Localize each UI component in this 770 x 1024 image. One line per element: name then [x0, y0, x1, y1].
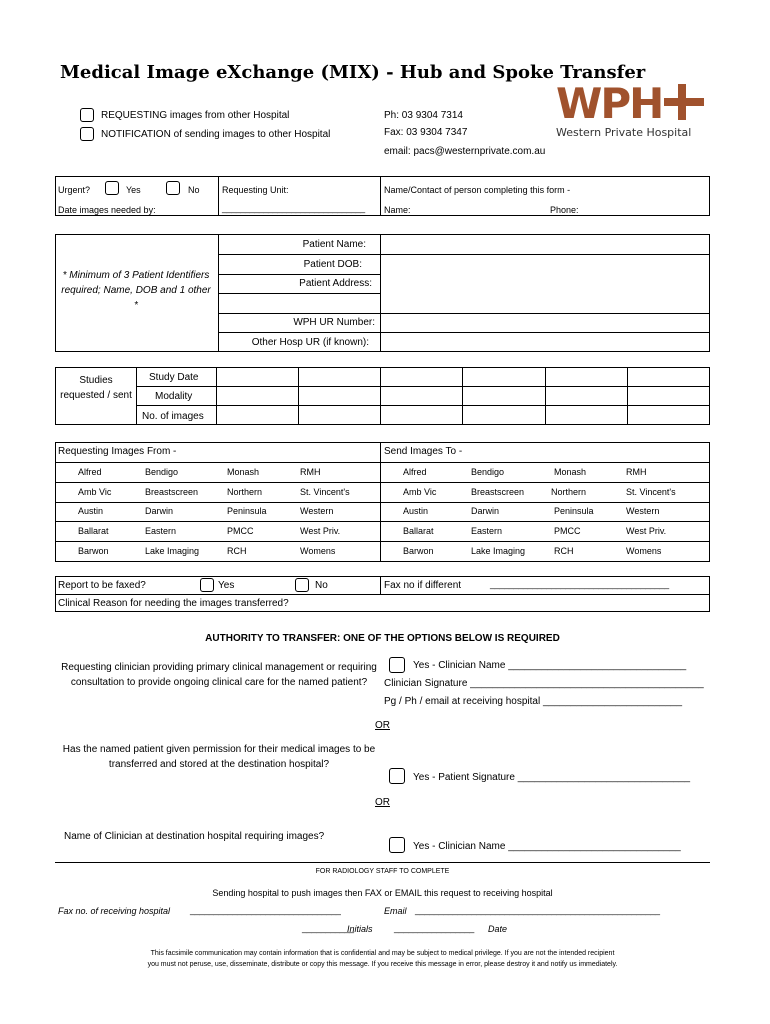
option1-clinician-name[interactable]: Yes - Clinician Name ________________________________ [413, 660, 687, 671]
option3-text: Name of Clinician at destination hospital requiring images? [64, 831, 325, 842]
contact-phone: Ph: 03 9304 7314 [384, 110, 463, 121]
to-hospital-breastscreen[interactable]: Breastscreen [471, 487, 525, 497]
patient-dob-address-field[interactable] [381, 255, 709, 313]
patient-address-label: Patient Address: [299, 278, 372, 289]
from-hospital-peninsula[interactable]: Peninsula [227, 506, 267, 516]
or-separator-2: OR [375, 797, 390, 808]
notification-checkbox[interactable] [80, 127, 94, 141]
report-faxed-yes-label: Yes [218, 580, 235, 591]
from-hospital-amb-vic[interactable]: Amb Vic [78, 487, 112, 497]
requesting-unit-label: Requesting Unit: [222, 185, 289, 195]
logo-cross-horizontal [664, 98, 704, 106]
requesting-checkbox[interactable] [80, 108, 94, 122]
contact-email: email: pacs@westernprivate.com.au [384, 146, 546, 157]
requesting-from-label: Requesting Images From - [58, 446, 177, 457]
to-hospital-austin[interactable]: Austin [403, 506, 429, 516]
report-faxed-yes-checkbox[interactable] [200, 578, 214, 592]
receiving-fax-line[interactable]: ________________________________ [190, 905, 341, 915]
to-hospital-eastern[interactable]: Eastern [471, 526, 503, 536]
page-title: Medical Image eXchange (MIX) - Hub and Spoke Transfer [60, 62, 646, 83]
hospital-logo [556, 79, 708, 142]
date-label: Date [488, 924, 508, 934]
patient-identifiers-note: * Minimum of 3 Patient Identifiers required; Name, DOB and 1 other * [61, 270, 211, 311]
patient-name-label: Patient Name: [302, 239, 366, 250]
fax-if-different-line[interactable]: ______________________________________ [490, 579, 669, 589]
or-separator-1: OR [375, 720, 390, 731]
contact-name-label[interactable]: Name: [384, 205, 411, 215]
report-faxed-no-label: No [315, 580, 328, 591]
wph-ur-field[interactable] [381, 314, 709, 332]
from-hospital-austin[interactable]: Austin [78, 506, 104, 516]
other-hosp-ur-label: Other Hosp UR (if known): [251, 337, 369, 348]
fax-if-different-label: Fax no if different [384, 580, 462, 591]
option3-checkbox[interactable] [389, 837, 405, 853]
patient-name-field[interactable] [381, 235, 709, 254]
receiving-email-label: Email [384, 906, 407, 916]
from-hospital-womens[interactable]: Womens [300, 546, 336, 556]
contact-person-label: Name/Contact of person completing this form - [384, 185, 571, 195]
radiology-instruction: Sending hospital to push images then FAX or EMAIL this request to receiving hospital [212, 888, 553, 898]
to-hospital-st-vincents[interactable]: St. Vincent's [626, 487, 676, 497]
logo-wordmark: WPH [556, 79, 663, 128]
logo-subtitle: Western Private Hospital [556, 126, 692, 139]
from-hospital-northern[interactable]: Northern [227, 487, 263, 497]
option3-clinician-name[interactable]: Yes - Clinician Name _______________________________ [413, 841, 681, 852]
receiving-email-line[interactable]: ____________________________________________________ [415, 905, 660, 915]
receiving-fax-label: Fax no. of receiving hospital [58, 906, 171, 916]
urgent-no-checkbox[interactable] [166, 181, 180, 195]
to-hospital-lake-imaging[interactable]: Lake Imaging [471, 546, 526, 556]
from-hospital-lake-imaging[interactable]: Lake Imaging [145, 546, 200, 556]
radiology-divider [55, 862, 710, 863]
requesting-option-label: REQUESTING images from other Hospital [101, 110, 290, 121]
from-hospital-barwon[interactable]: Barwon [78, 546, 109, 556]
option1-text: Requesting clinician providing primary clinical management or requiring consultation to provide ongoing clinical care for the named patient? [61, 662, 377, 688]
report-faxed-no-checkbox[interactable] [295, 578, 309, 592]
from-hospital-pmcc[interactable]: PMCC [227, 526, 254, 536]
from-hospital-monash[interactable]: Monash [227, 467, 260, 477]
to-hospital-northern[interactable]: Northern [551, 487, 587, 497]
to-hospital-rmh[interactable]: RMH [626, 467, 647, 477]
other-hosp-ur-field[interactable] [381, 333, 709, 351]
to-hospital-western[interactable]: Western [626, 506, 660, 516]
initials-line[interactable]: ___________ [302, 923, 354, 933]
requesting-unit-line[interactable]: _______________________________ [222, 203, 365, 213]
from-hospital-alfred[interactable]: Alfred [78, 467, 102, 477]
from-hospital-eastern[interactable]: Eastern [145, 526, 177, 536]
to-hospital-monash[interactable]: Monash [554, 467, 587, 477]
clinical-reason-label[interactable]: Clinical Reason for needing the images transferred? [58, 598, 289, 609]
notification-option-label: NOTIFICATION of sending images to other Hospital [101, 129, 331, 140]
date-needed-label: Date images needed by: [58, 205, 156, 215]
studies-label: Studies requested / sent [60, 375, 132, 401]
option1-clinician-signature[interactable]: Clinician Signature __________________________________________ [384, 678, 704, 689]
authority-heading: AUTHORITY TO TRANSFER: ONE OF THE OPTIONS BELOW IS REQUIRED [205, 633, 560, 644]
urgent-yes-checkbox[interactable] [105, 181, 119, 195]
to-hospital-west-priv[interactable]: West Priv. [626, 526, 667, 536]
patient-dob-label: Patient DOB: [303, 259, 362, 270]
study-date-label: Study Date [149, 372, 199, 383]
from-hospital-west-priv[interactable]: West Priv. [300, 526, 341, 536]
option2-text: Has the named patient given permission for their medical images to be transferred and stored at the destination hospital? [62, 744, 376, 770]
no-of-images-label: No. of images [142, 411, 204, 422]
radiology-heading: FOR RADIOLOGY STAFF TO COMPLETE [315, 868, 450, 875]
from-hospital-ballarat[interactable]: Ballarat [78, 526, 109, 536]
option1-checkbox[interactable] [389, 657, 405, 673]
initials-label: Initials [347, 924, 373, 934]
option1-contact[interactable]: Pg / Ph / email at receiving hospital _________________________ [384, 696, 683, 707]
contact-phone-label[interactable]: Phone: [550, 205, 579, 215]
from-hospital-breastscreen[interactable]: Breastscreen [145, 487, 199, 497]
confidentiality-line-1: This facsimile communication may contain information that is confidential and may be subject to medical privilege. If you are not the intended recipient [150, 950, 615, 957]
to-hospital-darwin[interactable]: Darwin [471, 506, 500, 516]
from-hospital-western[interactable]: Western [300, 506, 334, 516]
from-hospital-rch[interactable]: RCH [227, 546, 247, 556]
confidentiality-line-2: you must not peruse, use, disseminate, distribute or copy this message. If you receive this message in error, please destroy it and notify us immediately. [147, 961, 618, 968]
option2-checkbox[interactable] [389, 768, 405, 784]
send-to-label: Send Images To - [384, 446, 463, 457]
urgent-no-label: No [188, 185, 200, 195]
from-hospital-bendigo[interactable]: Bendigo [145, 467, 179, 477]
urgent-label: Urgent? [58, 185, 91, 195]
to-hospital-rch[interactable]: RCH [554, 546, 574, 556]
modality-label: Modality [155, 391, 193, 402]
to-hospital-bendigo[interactable]: Bendigo [471, 467, 505, 477]
report-faxed-label: Report to be faxed? [58, 580, 146, 591]
to-hospital-barwon[interactable]: Barwon [403, 546, 434, 556]
to-hospital-ballarat[interactable]: Ballarat [403, 526, 434, 536]
from-hospital-rmh[interactable]: RMH [300, 467, 321, 477]
date-line[interactable]: _________________ [394, 923, 474, 933]
from-hospital-darwin[interactable]: Darwin [145, 506, 174, 516]
contact-fax: Fax: 03 9304 7347 [384, 127, 468, 138]
to-hospital-womens[interactable]: Womens [626, 546, 662, 556]
to-hospital-peninsula[interactable]: Peninsula [554, 506, 594, 516]
from-hospital-st-vincents[interactable]: St. Vincent's [300, 487, 350, 497]
option2-patient-signature[interactable]: Yes - Patient Signature _______________________________ [413, 772, 691, 783]
wph-ur-label: WPH UR Number: [293, 317, 375, 328]
to-hospital-amb-vic[interactable]: Amb Vic [403, 487, 437, 497]
to-hospital-alfred[interactable]: Alfred [403, 467, 427, 477]
urgent-yes-label: Yes [126, 185, 141, 195]
to-hospital-pmcc[interactable]: PMCC [554, 526, 581, 536]
